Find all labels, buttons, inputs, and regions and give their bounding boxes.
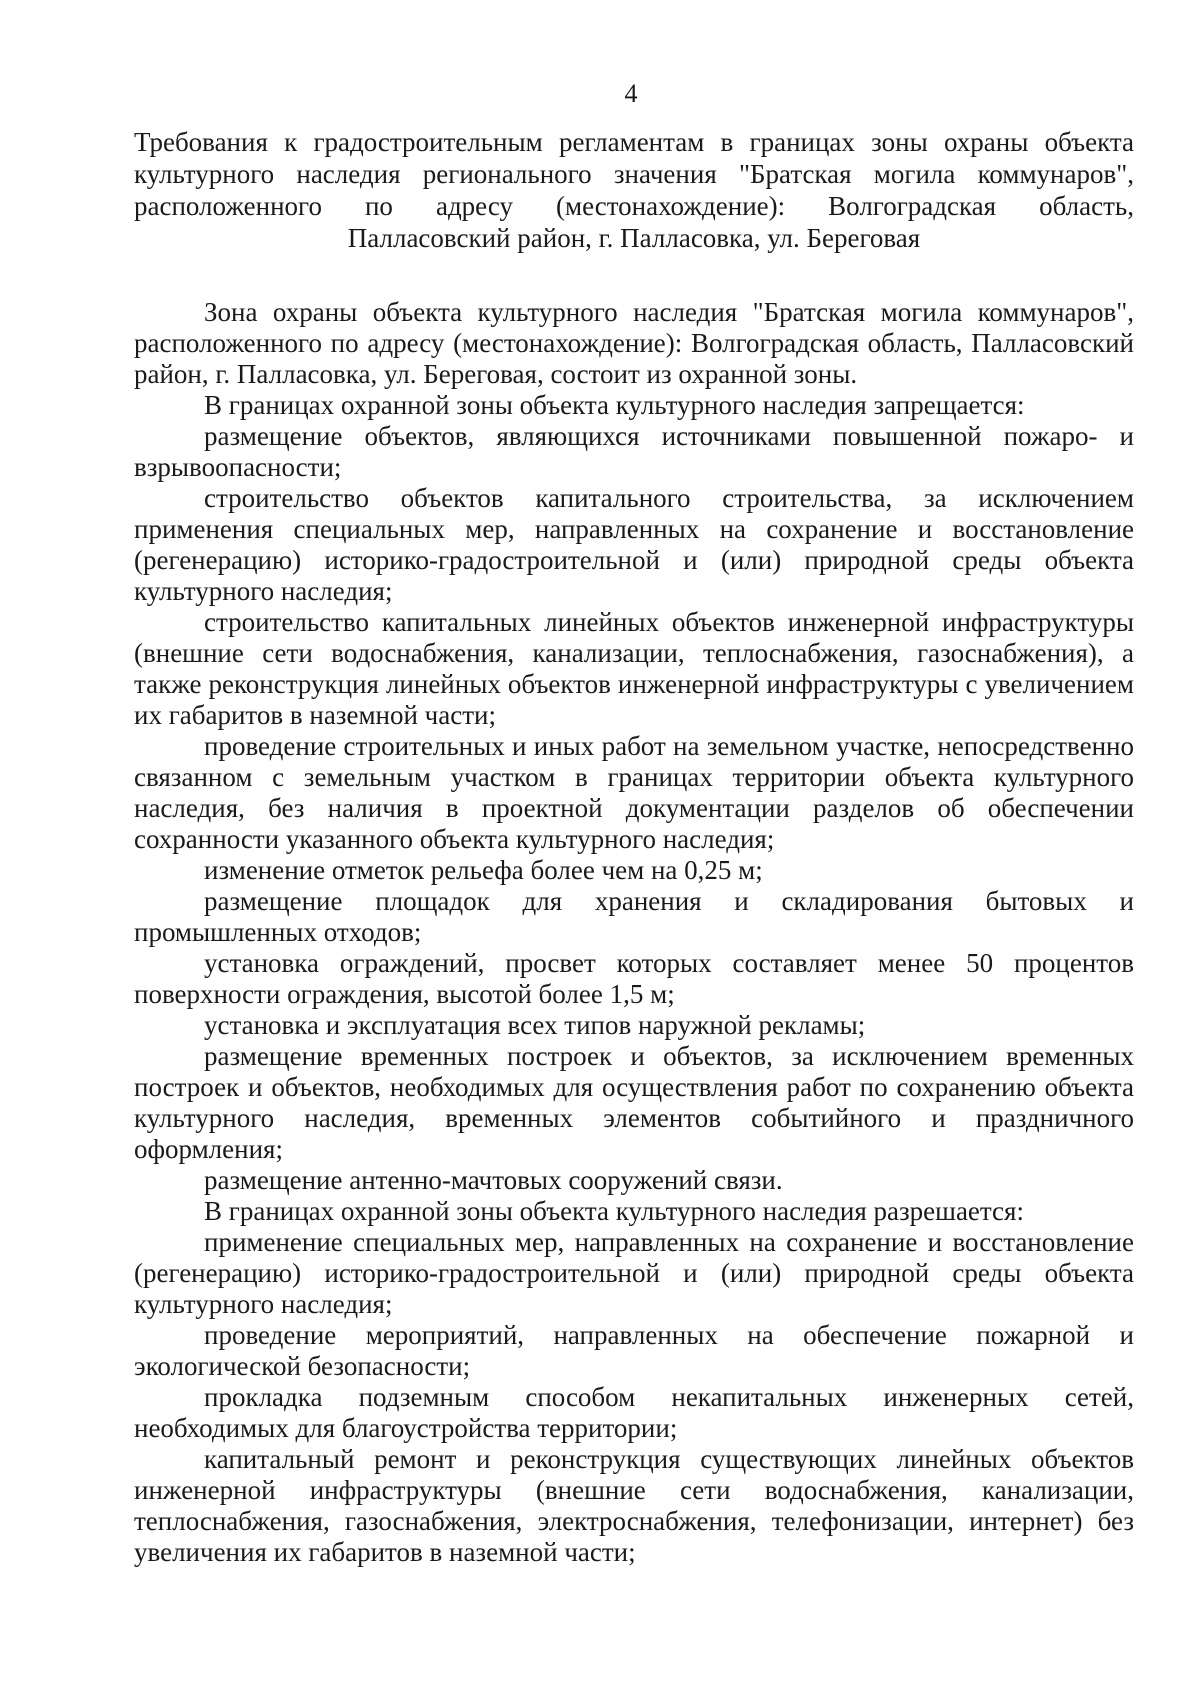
body-paragraph: прокладка подземным способом некапитальных инженерных сетей, необходимых для благоустройства территории; [134,1382,1134,1443]
title-line: Палласовский район, г. Палласовка, ул. Береговая [347,223,921,253]
title-line: Требования к градостроительным регламентам в границах зоны охраны объекта [134,127,1134,157]
page-number: 4 [624,79,638,108]
body-paragraph: проведение мероприятий, направленных на обеспечение пожарной и экологической безопасности; [134,1320,1134,1381]
body-paragraph: В границах охранной зоны объекта культурного наследия запрещается: [204,390,1025,420]
title-line: культурного наследия регионального значения "Братская могила коммунаров", [134,159,1134,189]
body-paragraph: размещение площадок для хранения и складирования бытовых и промышленных отходов; [134,886,1134,947]
body-paragraph: строительство капитальных линейных объектов инженерной инфраструктуры (внешние сети водоснабжения, канализации, теплоснабжения, газоснабжения), а также реконструкция линейных объектов инженерной инфраструктуры с увеличением их габаритов в наземной части; [134,607,1134,730]
body-paragraph: строительство объектов капитального строительства, за исключением применения специальных мер, направленных на сохранение и восстановление (регенерацию) историко-градостроительной и (или) природной среды объекта культурного наследия; [134,483,1134,606]
body-paragraph: размещение объектов, являющихся источниками повышенной пожаро- и взрывоопасности; [134,421,1134,482]
body-paragraph: проведение строительных и иных работ на земельном участке, непосредственно связанном с земельным участком в границах территории объекта культурного наследия, без наличия в проектной документации разделов об обеспечении сохранности указанного объекта культурного наследия; [134,731,1134,854]
body-paragraph: Зона охраны объекта культурного наследия "Братская могила коммунаров", расположенного по адресу (местонахождение): Волгоградская область, Палласовский район, г. Палласовка, ул. Береговая, состоит из охранной зоны. [134,297,1134,389]
body-paragraph: размещение антенно-мачтовых сооружений связи. [204,1165,783,1195]
body-paragraph: установка ограждений, просвет которых составляет менее 50 процентов поверхности ограждения, высотой более 1,5 м; [134,948,1134,1009]
body-paragraph: В границах охранной зоны объекта культурного наследия разрешается: [204,1196,1024,1226]
body-paragraph: размещение временных построек и объектов, за исключением временных построек и объектов, необходимых для осуществления работ по сохранению объекта культурного наследия, временных элементов событийного и праздничного оформления; [134,1041,1134,1164]
body-paragraph: капитальный ремонт и реконструкция существующих линейных объектов инженерной инфраструктуры (внешние сети водоснабжения, канализации, теплоснабжения, газоснабжения, электроснабжения, телефонизации, интернет) без увеличения их габаритов в наземной части; [134,1444,1134,1567]
body-paragraph: применение специальных мер, направленных на сохранение и восстановление (регенерацию) историко-градостроительной и (или) природной среды объекта культурного наследия; [134,1227,1134,1319]
body-paragraph: изменение отметок рельефа более чем на 0,25 м; [204,855,763,885]
document-title [134,126,1134,254]
body-paragraph: установка и эксплуатация всех типов наружной рекламы; [204,1010,866,1040]
title-line: расположенного по адресу (местонахождение): Волгоградская область, [134,191,1134,221]
document-body [134,297,1134,1568]
